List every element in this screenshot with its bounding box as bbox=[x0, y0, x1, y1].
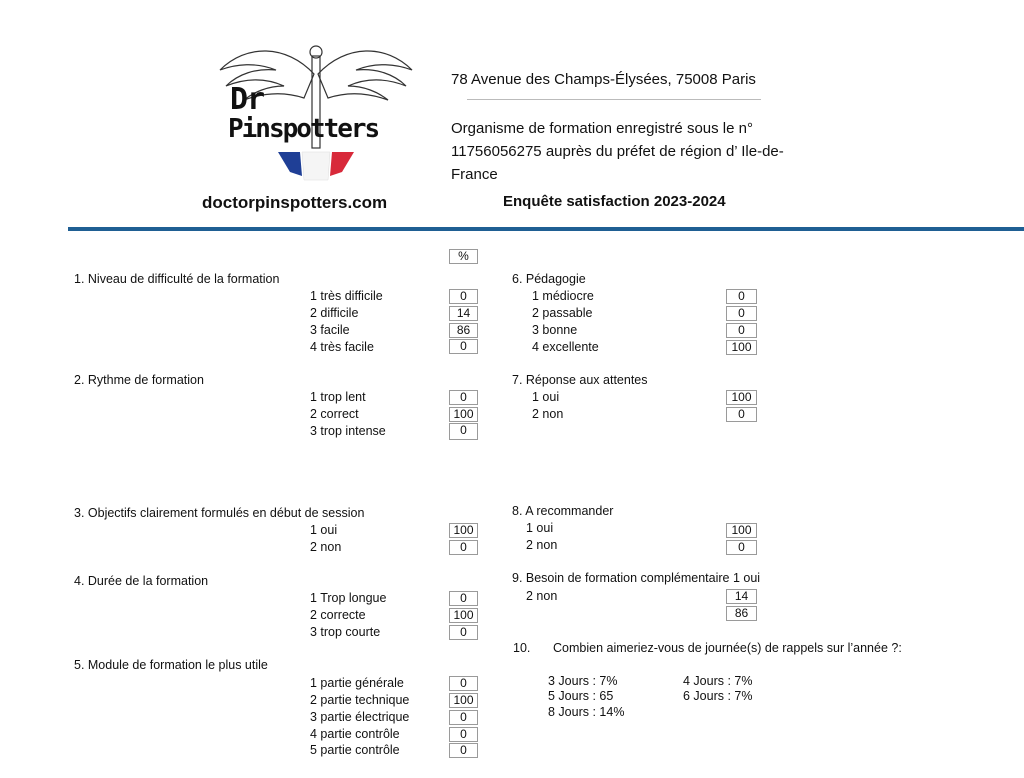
q6-option-label: 2 passable bbox=[532, 306, 593, 320]
q1-option-value: 0 bbox=[449, 339, 478, 354]
survey-title: Enquête satisfaction 2023-2024 bbox=[503, 193, 726, 210]
q10-answer: 3 Jours : 7% bbox=[548, 674, 618, 688]
q9-option-value: 86 bbox=[726, 606, 757, 621]
address: 78 Avenue des Champs-Élysées, 75008 Paris bbox=[451, 71, 756, 88]
q6-option-value: 0 bbox=[726, 306, 757, 321]
q9-option-label: 2 non bbox=[526, 589, 558, 603]
q3-option-label: 1 oui bbox=[310, 523, 338, 537]
dr-pinspotters-logo bbox=[216, 34, 416, 184]
q2-option-label: 3 trop intense bbox=[310, 424, 386, 438]
address-divider bbox=[467, 99, 761, 100]
q2-option-label: 1 trop lent bbox=[310, 390, 366, 404]
question-1-title: 1. Niveau de difficulté de la formation bbox=[74, 272, 280, 286]
q1-option-label: 2 difficile bbox=[310, 306, 359, 320]
q4-option-value: 100 bbox=[449, 608, 478, 623]
q3-option-value: 100 bbox=[449, 523, 478, 538]
q6-option-value: 0 bbox=[726, 289, 757, 304]
q5-option-value: 100 bbox=[449, 693, 478, 708]
q5-option-value: 0 bbox=[449, 727, 478, 742]
q1-option-value: 86 bbox=[449, 323, 478, 338]
question-3-title: 3. Objectifs clairement formulés en début de session bbox=[74, 506, 365, 520]
org-line-1: Organisme de formation enregistré sous le n° bbox=[451, 120, 753, 137]
org-line-3: France bbox=[451, 166, 498, 183]
q9-option-value: 14 bbox=[726, 589, 757, 604]
q3-option-label: 2 non bbox=[310, 540, 342, 554]
question-7-title: 7. Réponse aux attentes bbox=[512, 373, 648, 387]
q8-option-label: 1 oui bbox=[526, 521, 554, 535]
q4-option-value: 0 bbox=[449, 591, 478, 606]
q4-option-label: 3 trop courte bbox=[310, 625, 381, 639]
q8-option-value: 0 bbox=[726, 540, 757, 555]
q1-option-label: 3 facile bbox=[310, 323, 350, 337]
q5-option-label: 4 partie contrôle bbox=[310, 727, 400, 741]
q6-option-value: 100 bbox=[726, 340, 757, 355]
question-6-title: 6. Pédagogie bbox=[512, 272, 586, 286]
q7-option-value: 0 bbox=[726, 407, 757, 422]
q5-option-label: 2 partie technique bbox=[310, 693, 410, 707]
q2-option-value: 0 bbox=[449, 390, 478, 405]
q6-option-value: 0 bbox=[726, 323, 757, 338]
percent-column-header: % bbox=[449, 249, 478, 264]
q4-option-value: 0 bbox=[449, 625, 478, 640]
q6-option-label: 3 bonne bbox=[532, 323, 578, 337]
q5-option-value: 0 bbox=[449, 710, 478, 725]
q10-answer: 6 Jours : 7% bbox=[683, 689, 753, 703]
logo-text-pinspotters: Pinspotters bbox=[228, 114, 379, 144]
header-divider bbox=[68, 227, 1024, 231]
q4-option-label: 1 Trop longue bbox=[310, 591, 387, 605]
q5-option-value: 0 bbox=[449, 743, 478, 758]
q7-option-label: 1 oui bbox=[532, 390, 560, 404]
question-8-title: 8. A recommander bbox=[512, 504, 614, 518]
q3-option-value: 0 bbox=[449, 540, 478, 555]
q2-option-label: 2 correct bbox=[310, 407, 359, 421]
logo-text-dr: Dr bbox=[230, 82, 265, 117]
q6-option-label: 1 médiocre bbox=[532, 289, 594, 303]
question-2-title: 2. Rythme de formation bbox=[74, 373, 204, 387]
q1-option-value: 14 bbox=[449, 306, 478, 321]
q10-answer: 4 Jours : 7% bbox=[683, 674, 753, 688]
q2-option-value: 0 bbox=[449, 423, 478, 440]
q1-option-label: 4 très facile bbox=[310, 340, 374, 354]
q1-option-value: 0 bbox=[449, 289, 478, 304]
website-link[interactable]: doctorpinspotters.com bbox=[202, 193, 388, 212]
q10-answer: 5 Jours : 65 bbox=[548, 689, 614, 703]
q8-option-label: 2 non bbox=[526, 538, 558, 552]
q1-option-label: 1 très difficile bbox=[310, 289, 383, 303]
q5-option-value: 0 bbox=[449, 676, 478, 691]
q6-option-label: 4 excellente bbox=[532, 340, 599, 354]
q8-option-value: 100 bbox=[726, 523, 757, 538]
q10-answer: 8 Jours : 14% bbox=[548, 705, 625, 719]
q7-option-value: 100 bbox=[726, 390, 757, 405]
q4-option-label: 2 correcte bbox=[310, 608, 366, 622]
org-line-2: 11756056275 auprès du préfet de région d’ Ile-de- bbox=[451, 143, 784, 160]
q5-option-label: 1 partie générale bbox=[310, 676, 404, 690]
question-10-number: 10. bbox=[513, 641, 531, 655]
question-9-title: 9. Besoin de formation complémentaire 1 oui bbox=[512, 571, 761, 585]
question-5-title: 5. Module de formation le plus utile bbox=[74, 658, 268, 672]
q2-option-value: 100 bbox=[449, 407, 478, 422]
q7-option-label: 2 non bbox=[532, 407, 564, 421]
question-4-title: 4. Durée de la formation bbox=[74, 574, 209, 588]
question-10-text: Combien aimeriez-vous de journée(s) de rappels sur l’année ?: bbox=[553, 641, 902, 655]
q5-option-label: 5 partie contrôle bbox=[310, 743, 400, 757]
q5-option-label: 3 partie électrique bbox=[310, 710, 410, 724]
